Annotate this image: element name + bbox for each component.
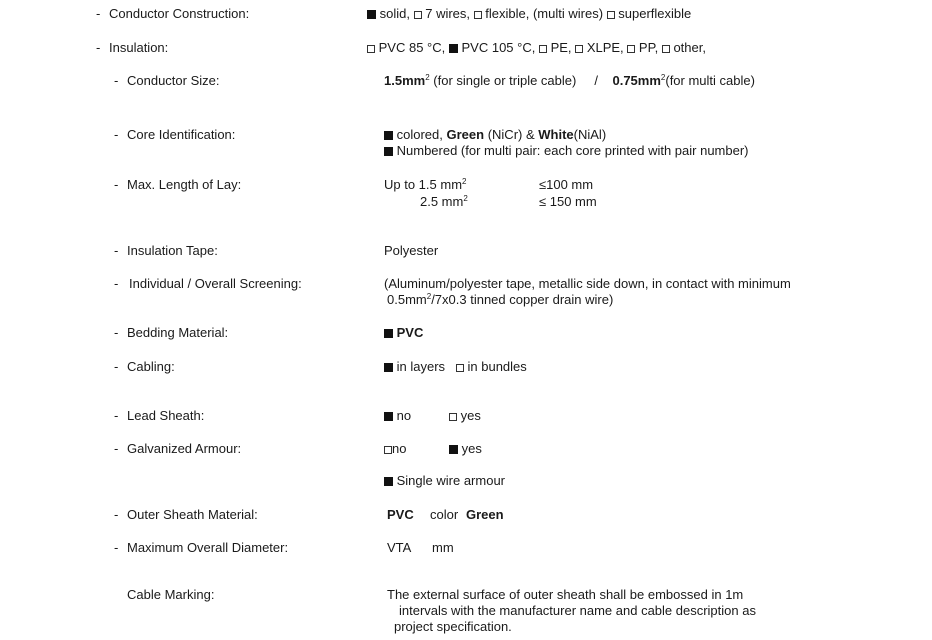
option-7-wires: 7 wires, [425,6,471,21]
checked-box-icon [384,147,393,156]
unchecked-box-icon [456,364,464,372]
cable-marking-line3: project specification. [394,619,512,634]
cable-marking-line1: The external surface of outer sheath shall be embossed in 1m [387,587,744,602]
single-size: 1.5mm [384,73,426,88]
unchecked-box-icon [367,45,375,53]
bullet-dash: - [114,73,119,88]
armour-label: Galvanized Armour: [127,441,242,456]
core-identification-line2: Numbered (for multi pair: each core printed with pair number) [384,143,749,159]
outer-sheath-color-label: color [430,507,459,522]
checked-box-icon [384,412,393,421]
screening-label: Individual / Overall Screening: [129,276,302,291]
lay-row2-size: 2.5 $mm^2$ [420,194,468,209]
unchecked-box-icon [607,11,615,19]
bedding-value: PVC [384,325,423,341]
unchecked-box-icon [662,45,670,53]
option-pvc-85: PVC 85 °C, [378,40,446,55]
conductor-construction-label: Conductor Construction: [109,6,250,21]
bullet-dash: - [114,359,119,374]
separator: / [594,73,599,88]
checked-box-icon [384,477,393,486]
bullet-dash: - [114,177,119,192]
insulation-tape-value: Polyester [384,243,439,258]
option-pvc-105: PVC 105 °C, [461,40,536,55]
cabling-label: Cabling: [127,359,175,374]
conductor-size-value [384,73,755,91]
screening-line1: (Aluminum/polyester tape, metallic side down, in contact with minimum [384,276,791,291]
bullet-dash: - [96,6,101,21]
checked-box-icon [367,10,376,19]
superscript: 2 [660,73,666,82]
armour-no: no [384,441,406,457]
checked-box-icon [449,44,458,53]
bullet-dash: - [114,243,119,258]
cable-marking-line2: intervals with the manufacturer name and cable description as [399,603,756,618]
lay-row2-value: ≤ 150 mm [539,194,597,209]
core-identification-line1: colored, Green (NiCr) & White(NiAl) [384,127,606,143]
core-color-white: White [538,127,574,142]
insulation-label: Insulation: [109,40,169,55]
lead-sheath-no: no [384,408,411,424]
screening-line2: $0.5mm^2/7x0.3$ tinned copper drain wire) [387,292,614,307]
bullet-dash: - [114,408,119,423]
multi-note: (for multi cable) [665,73,755,88]
lay-row1-value: ≤100 mm [539,177,594,192]
bullet-dash: - [114,441,119,456]
cable-marking-label: Cable Marking: [127,587,215,602]
option-pe: PE, [550,40,572,55]
insulation-options [367,40,706,56]
lead-sheath-label: Lead Sheath: [127,408,205,423]
core-identification-label: Core Identification: [127,127,236,142]
conductor-construction-options [367,6,691,22]
diameter-label: Maximum Overall Diameter: [127,540,289,555]
option-pp: PP, [638,40,659,55]
option-xlpe: XLPE, [586,40,624,55]
lead-sheath-yes: yes [449,408,481,424]
outer-sheath-color: Green [466,507,504,522]
checked-box-icon [384,131,393,140]
outer-sheath-material: PVC [387,507,414,522]
bullet-dash: - [114,540,119,555]
single-note: (for single or triple cable) [433,73,577,88]
core-color-green: Green [446,127,485,142]
unchecked-box-icon [449,413,457,421]
unchecked-box-icon [575,45,583,53]
unchecked-box-icon [414,11,422,19]
option-superflexible: superflexible [618,6,692,21]
conductor-size-label: Conductor Size: [127,73,220,88]
diameter-unit: mm [432,540,454,555]
bullet-dash: - [114,507,119,522]
option-solid: solid, [379,6,410,21]
cabling-options: in layers in bundles [384,359,527,375]
option-other: other, [673,40,706,55]
length-of-lay-label: Max. Length of Lay: [127,177,242,192]
checked-box-icon [384,363,393,372]
armour-yes: yes [449,441,482,457]
unchecked-box-icon [539,45,547,53]
checked-box-icon [449,445,458,454]
bullet-dash: - [114,325,119,340]
checked-box-icon [384,329,393,338]
superscript: 2 [425,73,430,82]
bullet-dash: - [114,127,119,142]
insulation-tape-label: Insulation Tape: [127,243,218,258]
bullet-dash: - [114,276,119,291]
outer-sheath-label: Outer Sheath Material: [127,507,258,522]
bedding-label: Bedding Material: [127,325,229,340]
multi-size: 0.75mm [612,73,661,88]
armour-note: Single wire armour [384,473,505,489]
diameter-value: VTA [387,540,412,555]
lay-row1-size: Up to 1.5 $mm^2$ [384,177,467,192]
option-flexible: flexible, (multi wires) [485,6,604,21]
unchecked-box-icon [474,11,482,19]
bullet-dash: - [96,40,101,55]
unchecked-box-icon [627,45,635,53]
unchecked-box-icon [384,446,392,454]
